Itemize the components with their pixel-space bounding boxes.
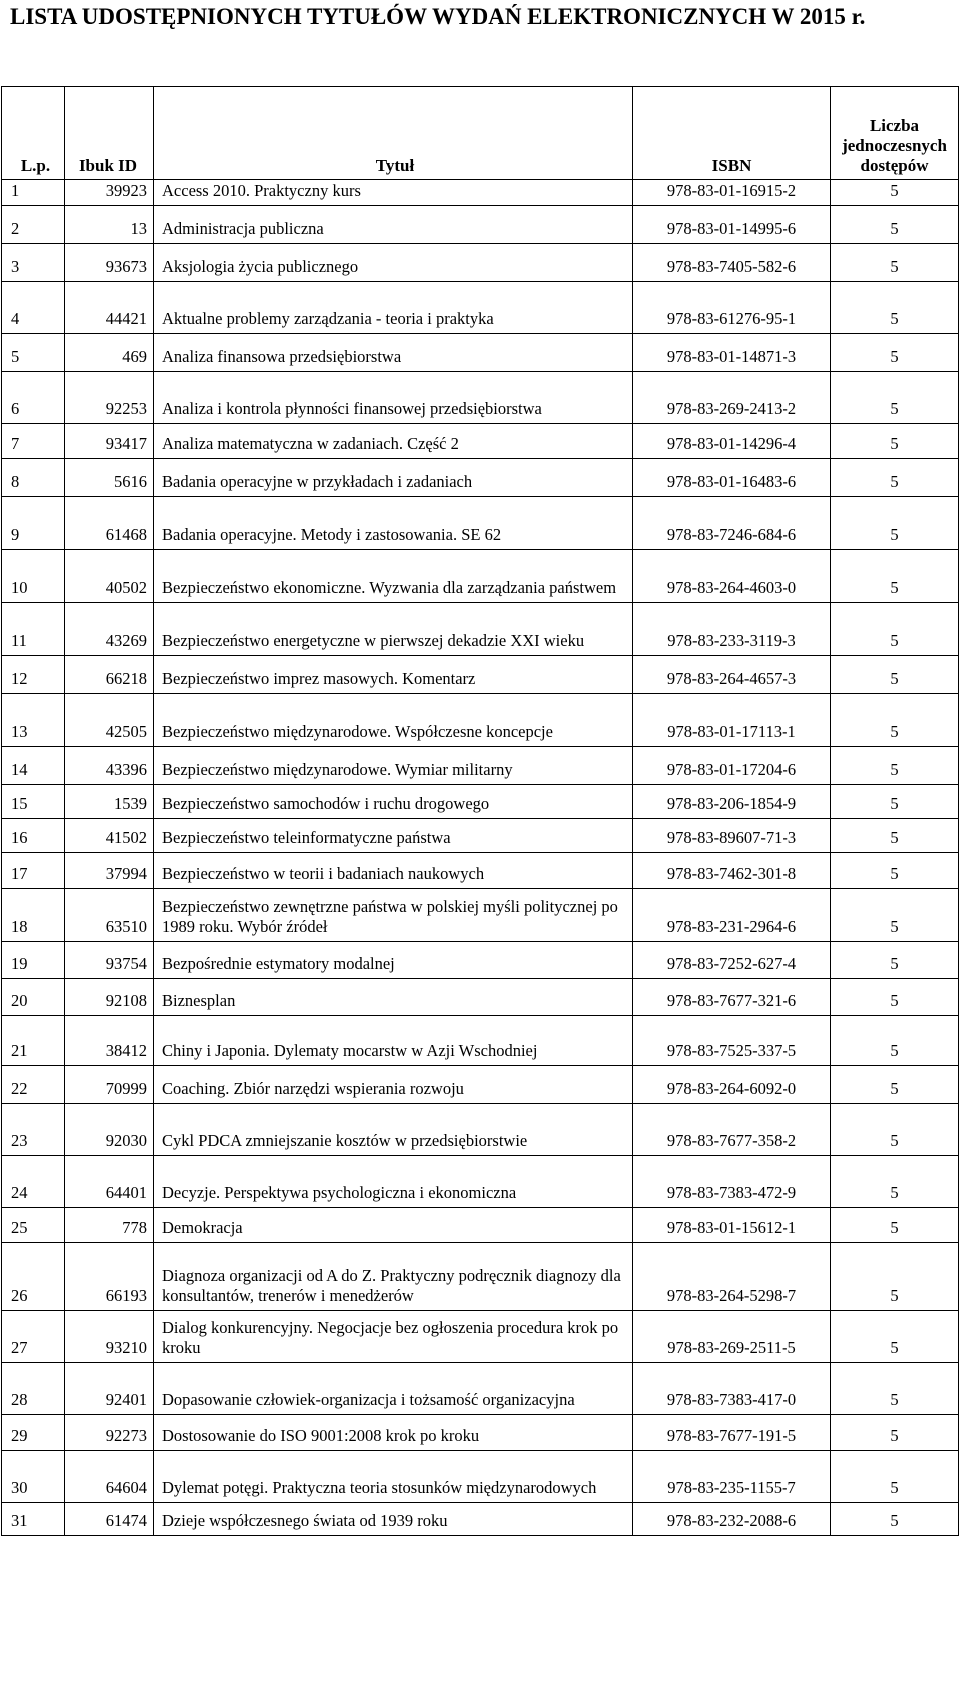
row-ibuk-id: 92401 bbox=[65, 1363, 154, 1415]
table-row bbox=[2, 334, 959, 372]
row-isbn: 978-83-269-2413-2 bbox=[633, 372, 831, 424]
row-ibuk-id: 44421 bbox=[65, 282, 154, 334]
row-title: Dopasowanie człowiek-organizacja i tożsamość organizacyjna bbox=[154, 1363, 633, 1415]
table-row bbox=[2, 1311, 959, 1363]
row-lp: 8 bbox=[2, 459, 65, 497]
row-isbn: 978-83-7677-191-5 bbox=[633, 1415, 831, 1451]
table-row bbox=[2, 459, 959, 497]
row-title: Analiza matematyczna w zadaniach. Część 2 bbox=[154, 424, 633, 459]
row-access-count: 5 bbox=[831, 550, 959, 603]
row-lp: 22 bbox=[2, 1066, 65, 1104]
row-lp: 17 bbox=[2, 853, 65, 889]
row-title: Bezpieczeństwo teleinformatyczne państwa bbox=[154, 819, 633, 853]
table-header-row bbox=[2, 87, 959, 180]
row-isbn: 978-83-231-2964-6 bbox=[633, 889, 831, 942]
row-ibuk-id: 92108 bbox=[65, 979, 154, 1016]
row-isbn: 978-83-01-14871-3 bbox=[633, 334, 831, 372]
row-title: Chiny i Japonia. Dylematy mocarstw w Azji Wschodniej bbox=[154, 1016, 633, 1066]
row-access-count: 5 bbox=[831, 424, 959, 459]
row-title: Analiza finansowa przedsiębiorstwa bbox=[154, 334, 633, 372]
titles-table bbox=[1, 86, 959, 1536]
row-isbn: 978-83-01-14995-6 bbox=[633, 206, 831, 244]
row-lp: 12 bbox=[2, 656, 65, 694]
table-row bbox=[2, 1451, 959, 1503]
row-title: Bezpieczeństwo samochodów i ruchu drogowego bbox=[154, 785, 633, 819]
row-isbn: 978-83-7677-358-2 bbox=[633, 1104, 831, 1156]
row-isbn: 978-83-264-4657-3 bbox=[633, 656, 831, 694]
table-row bbox=[2, 853, 959, 889]
row-access-count: 5 bbox=[831, 889, 959, 942]
row-ibuk-id: 41502 bbox=[65, 819, 154, 853]
row-isbn: 978-83-264-5298-7 bbox=[633, 1243, 831, 1311]
header-lp: L.p. bbox=[2, 87, 65, 180]
row-title: Aktualne problemy zarządzania - teoria i praktyka bbox=[154, 282, 633, 334]
row-isbn: 978-83-264-6092-0 bbox=[633, 1066, 831, 1104]
row-title: Bezpieczeństwo ekonomiczne. Wyzwania dla zarządzania państwem bbox=[154, 550, 633, 603]
row-ibuk-id: 66218 bbox=[65, 656, 154, 694]
row-isbn: 978-83-01-15612-1 bbox=[633, 1208, 831, 1243]
row-lp: 15 bbox=[2, 785, 65, 819]
row-ibuk-id: 93417 bbox=[65, 424, 154, 459]
row-ibuk-id: 469 bbox=[65, 334, 154, 372]
row-lp: 30 bbox=[2, 1451, 65, 1503]
row-lp: 5 bbox=[2, 334, 65, 372]
row-isbn: 978-83-233-3119-3 bbox=[633, 603, 831, 656]
header-isbn: ISBN bbox=[633, 87, 831, 180]
row-title: Bezpieczeństwo imprez masowych. Komentarz bbox=[154, 656, 633, 694]
row-lp: 27 bbox=[2, 1311, 65, 1363]
row-isbn: 978-83-01-16915-2 bbox=[633, 180, 831, 206]
row-title: Analiza i kontrola płynności finansowej przedsiębiorstwa bbox=[154, 372, 633, 424]
table-row bbox=[2, 206, 959, 244]
row-access-count: 5 bbox=[831, 1104, 959, 1156]
page-title: LISTA UDOSTĘPNIONYCH TYTUŁÓW WYDAŃ ELEKTRONICZNYCH W 2015 r. bbox=[10, 4, 866, 29]
row-access-count: 5 bbox=[831, 1415, 959, 1451]
row-ibuk-id: 38412 bbox=[65, 1016, 154, 1066]
row-isbn: 978-83-7525-337-5 bbox=[633, 1016, 831, 1066]
row-lp: 14 bbox=[2, 747, 65, 785]
table-row bbox=[2, 942, 959, 979]
row-isbn: 978-83-01-14296-4 bbox=[633, 424, 831, 459]
table-row bbox=[2, 1208, 959, 1243]
row-lp: 13 bbox=[2, 694, 65, 747]
row-isbn: 978-83-7252-627-4 bbox=[633, 942, 831, 979]
table-row bbox=[2, 497, 959, 550]
row-ibuk-id: 43269 bbox=[65, 603, 154, 656]
table-row bbox=[2, 889, 959, 942]
row-access-count: 5 bbox=[831, 979, 959, 1016]
table-row bbox=[2, 372, 959, 424]
table-row bbox=[2, 1104, 959, 1156]
row-access-count: 5 bbox=[831, 1066, 959, 1104]
row-ibuk-id: 63510 bbox=[65, 889, 154, 942]
row-isbn: 978-83-264-4603-0 bbox=[633, 550, 831, 603]
table-row bbox=[2, 1415, 959, 1451]
row-title: Diagnoza organizacji od A do Z. Praktyczny podręcznik diagnozy dla konsultantów, trenerów i menedżerów bbox=[154, 1243, 633, 1311]
row-title: Dostosowanie do ISO 9001:2008 krok po kroku bbox=[154, 1415, 633, 1451]
row-ibuk-id: 61468 bbox=[65, 497, 154, 550]
row-isbn: 978-83-235-1155-7 bbox=[633, 1451, 831, 1503]
table-row bbox=[2, 180, 959, 206]
table-row bbox=[2, 1066, 959, 1104]
row-title: Demokracja bbox=[154, 1208, 633, 1243]
row-access-count: 5 bbox=[831, 1451, 959, 1503]
row-lp: 28 bbox=[2, 1363, 65, 1415]
row-access-count: 5 bbox=[831, 603, 959, 656]
header-access-count: Liczba jednoczesnych dostępów bbox=[831, 87, 959, 180]
row-lp: 1 bbox=[2, 180, 65, 206]
row-title: Bezpieczeństwo w teorii i badaniach naukowych bbox=[154, 853, 633, 889]
table-row bbox=[2, 424, 959, 459]
row-lp: 4 bbox=[2, 282, 65, 334]
row-lp: 10 bbox=[2, 550, 65, 603]
row-access-count: 5 bbox=[831, 1243, 959, 1311]
table-body bbox=[2, 180, 959, 1536]
row-access-count: 5 bbox=[831, 1016, 959, 1066]
row-access-count: 5 bbox=[831, 853, 959, 889]
row-isbn: 978-83-01-17113-1 bbox=[633, 694, 831, 747]
table-row bbox=[2, 694, 959, 747]
table-row bbox=[2, 1243, 959, 1311]
row-isbn: 978-83-7677-321-6 bbox=[633, 979, 831, 1016]
row-lp: 31 bbox=[2, 1503, 65, 1536]
row-access-count: 5 bbox=[831, 282, 959, 334]
row-ibuk-id: 92030 bbox=[65, 1104, 154, 1156]
table-row bbox=[2, 1016, 959, 1066]
row-ibuk-id: 66193 bbox=[65, 1243, 154, 1311]
row-lp: 3 bbox=[2, 244, 65, 282]
row-isbn: 978-83-232-2088-6 bbox=[633, 1503, 831, 1536]
table-row bbox=[2, 282, 959, 334]
row-lp: 2 bbox=[2, 206, 65, 244]
row-ibuk-id: 39923 bbox=[65, 180, 154, 206]
row-access-count: 5 bbox=[831, 694, 959, 747]
row-isbn: 978-83-7383-472-9 bbox=[633, 1156, 831, 1208]
row-access-count: 5 bbox=[831, 747, 959, 785]
row-ibuk-id: 92253 bbox=[65, 372, 154, 424]
row-lp: 7 bbox=[2, 424, 65, 459]
table-row bbox=[2, 244, 959, 282]
row-title: Biznesplan bbox=[154, 979, 633, 1016]
row-title: Coaching. Zbiór narzędzi wspierania rozwoju bbox=[154, 1066, 633, 1104]
row-access-count: 5 bbox=[831, 334, 959, 372]
row-access-count: 5 bbox=[831, 206, 959, 244]
row-title: Dylemat potęgi. Praktyczna teoria stosunków międzynarodowych bbox=[154, 1451, 633, 1503]
row-isbn: 978-83-206-1854-9 bbox=[633, 785, 831, 819]
row-lp: 21 bbox=[2, 1016, 65, 1066]
row-lp: 19 bbox=[2, 942, 65, 979]
row-title: Dzieje współczesnego świata od 1939 roku bbox=[154, 1503, 633, 1536]
row-title: Aksjologia życia publicznego bbox=[154, 244, 633, 282]
row-ibuk-id: 778 bbox=[65, 1208, 154, 1243]
row-access-count: 5 bbox=[831, 1311, 959, 1363]
table-row bbox=[2, 1503, 959, 1536]
row-access-count: 5 bbox=[831, 942, 959, 979]
row-ibuk-id: 42505 bbox=[65, 694, 154, 747]
row-ibuk-id: 61474 bbox=[65, 1503, 154, 1536]
row-title: Bezpieczeństwo zewnętrzne państwa w polskiej myśli politycznej po 1989 roku. Wybór źródeł bbox=[154, 889, 633, 942]
table-row bbox=[2, 747, 959, 785]
table-row bbox=[2, 656, 959, 694]
row-ibuk-id: 93210 bbox=[65, 1311, 154, 1363]
row-access-count: 5 bbox=[831, 785, 959, 819]
row-isbn: 978-83-7383-417-0 bbox=[633, 1363, 831, 1415]
row-ibuk-id: 1539 bbox=[65, 785, 154, 819]
row-isbn: 978-83-01-16483-6 bbox=[633, 459, 831, 497]
row-ibuk-id: 43396 bbox=[65, 747, 154, 785]
row-lp: 11 bbox=[2, 603, 65, 656]
row-ibuk-id: 93754 bbox=[65, 942, 154, 979]
row-lp: 18 bbox=[2, 889, 65, 942]
table-row bbox=[2, 603, 959, 656]
row-access-count: 5 bbox=[831, 656, 959, 694]
row-access-count: 5 bbox=[831, 244, 959, 282]
row-title: Badania operacyjne. Metody i zastosowania. SE 62 bbox=[154, 497, 633, 550]
row-ibuk-id: 64401 bbox=[65, 1156, 154, 1208]
row-title: Dialog konkurencyjny. Negocjacje bez ogłoszenia procedura krok po kroku bbox=[154, 1311, 633, 1363]
row-title: Cykl PDCA zmniejszanie kosztów w przedsiębiorstwie bbox=[154, 1104, 633, 1156]
row-lp: 6 bbox=[2, 372, 65, 424]
table-row bbox=[2, 979, 959, 1016]
row-ibuk-id: 37994 bbox=[65, 853, 154, 889]
row-title: Access 2010. Praktyczny kurs bbox=[154, 180, 633, 206]
row-title: Decyzje. Perspektywa psychologiczna i ekonomiczna bbox=[154, 1156, 633, 1208]
row-ibuk-id: 5616 bbox=[65, 459, 154, 497]
row-access-count: 5 bbox=[831, 819, 959, 853]
row-ibuk-id: 93673 bbox=[65, 244, 154, 282]
table-row bbox=[2, 1156, 959, 1208]
row-ibuk-id: 13 bbox=[65, 206, 154, 244]
table-row bbox=[2, 785, 959, 819]
row-access-count: 5 bbox=[831, 497, 959, 550]
row-isbn: 978-83-269-2511-5 bbox=[633, 1311, 831, 1363]
row-isbn: 978-83-7405-582-6 bbox=[633, 244, 831, 282]
row-lp: 26 bbox=[2, 1243, 65, 1311]
table-row bbox=[2, 1363, 959, 1415]
row-isbn: 978-83-7246-684-6 bbox=[633, 497, 831, 550]
row-access-count: 5 bbox=[831, 372, 959, 424]
row-lp: 24 bbox=[2, 1156, 65, 1208]
row-title: Administracja publiczna bbox=[154, 206, 633, 244]
row-title: Bezpieczeństwo międzynarodowe. Wymiar militarny bbox=[154, 747, 633, 785]
row-ibuk-id: 92273 bbox=[65, 1415, 154, 1451]
header-title: Tytuł bbox=[154, 87, 633, 180]
row-lp: 16 bbox=[2, 819, 65, 853]
row-isbn: 978-83-7462-301-8 bbox=[633, 853, 831, 889]
header-ibuk-id: Ibuk ID bbox=[65, 87, 154, 180]
table-row bbox=[2, 550, 959, 603]
row-title: Bezpieczeństwo międzynarodowe. Współczesne koncepcje bbox=[154, 694, 633, 747]
row-access-count: 5 bbox=[831, 1156, 959, 1208]
row-ibuk-id: 40502 bbox=[65, 550, 154, 603]
row-lp: 25 bbox=[2, 1208, 65, 1243]
row-isbn: 978-83-61276-95-1 bbox=[633, 282, 831, 334]
row-access-count: 5 bbox=[831, 180, 959, 206]
row-title: Badania operacyjne w przykładach i zadaniach bbox=[154, 459, 633, 497]
row-title: Bezpieczeństwo energetyczne w pierwszej dekadzie XXI wieku bbox=[154, 603, 633, 656]
table-row bbox=[2, 819, 959, 853]
row-title: Bezpośrednie estymatory modalnej bbox=[154, 942, 633, 979]
row-isbn: 978-83-89607-71-3 bbox=[633, 819, 831, 853]
row-lp: 29 bbox=[2, 1415, 65, 1451]
row-lp: 23 bbox=[2, 1104, 65, 1156]
row-access-count: 5 bbox=[831, 459, 959, 497]
row-lp: 20 bbox=[2, 979, 65, 1016]
row-lp: 9 bbox=[2, 497, 65, 550]
row-ibuk-id: 70999 bbox=[65, 1066, 154, 1104]
row-ibuk-id: 64604 bbox=[65, 1451, 154, 1503]
row-isbn: 978-83-01-17204-6 bbox=[633, 747, 831, 785]
row-access-count: 5 bbox=[831, 1503, 959, 1536]
row-access-count: 5 bbox=[831, 1208, 959, 1243]
row-access-count: 5 bbox=[831, 1363, 959, 1415]
